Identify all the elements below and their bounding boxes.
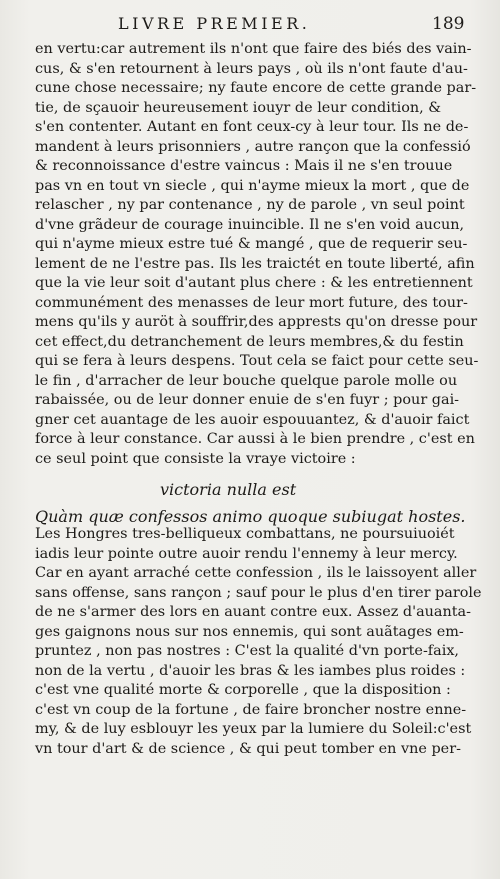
running-head: LIVRE PREMIER.: [118, 14, 311, 33]
text-line: de ne s'armer des lors en auant contre eux. Assez d'auanta-: [35, 604, 471, 620]
text-line: sans offense, sans rançon ; sauf pour le plus d'en tirer parole: [35, 584, 482, 601]
text-line: non de la vertu , d'auoir les bras & les iambes plus roides :: [35, 662, 466, 679]
text-line: ges gaignons nous sur nos ennemis, qui sont auãtages em-: [35, 623, 464, 640]
text-line: mandent à leurs prisonniers , autre rançon que la confessió: [35, 138, 471, 155]
text-line: Car en ayant arraché cette confession , ils le laissoyent aller: [35, 565, 477, 581]
text-line: qui n'ayme mieux estre tué & mangé , que de requerir seu-: [35, 236, 468, 252]
text-line: tie, de sçauoir heureusement iouyr de leur condition, &: [35, 99, 442, 116]
text-line: Les Hongres tres-belliqueux combattans, ne poursuiuoiét: [35, 526, 455, 542]
quotation-line: Quàm quæ confessos animo quoque subiugat hostes.: [35, 507, 466, 526]
text-line: que la vie leur soit d'autant plus chere : & les entretiennent: [35, 275, 473, 291]
text-line: ce seul point que consiste la vraye victoire :: [35, 450, 356, 467]
text-line: pas vn en tout vn siecle , qui n'ayme mieux la mort , que de: [35, 177, 470, 194]
text-line: mens qu'ils y auröt à souffrir,des apprests qu'on dresse pour: [35, 314, 478, 330]
text-line: d'vne grãdeur de courage inuincible. Il ne s'en void aucun,: [35, 216, 465, 233]
text-line: gner cet auantage de les auoir espouuantez, & d'auoir faict: [35, 411, 470, 428]
text-line: qui se fera à leurs despens. Tout cela se faict pour cette seu-: [35, 353, 479, 369]
quotation-line: victoria nulla est: [160, 480, 297, 499]
text-line: lement de ne l'estre pas. Ils les traictét en toute liberté, afin: [35, 255, 475, 272]
text-line: c'est vn coup de la fortune , de faire broncher nostre enne-: [35, 701, 467, 718]
page-header: [0, 14, 500, 38]
text-line: vn tour d'art & de science , & qui peut tomber en vne per-: [35, 740, 461, 757]
text-line: le fin , d'arracher de leur bouche quelque parole molle ou: [35, 372, 458, 389]
text-line: iadis leur pointe outre auoir rendu l'ennemy à leur mercy.: [35, 545, 458, 562]
text-line: force à leur constance. Car aussi à le bien prendre , c'est en: [35, 431, 475, 447]
text-line: relascher , ny par contenance , ny de parole , vn seul point: [35, 197, 465, 213]
page-number: 189: [432, 14, 465, 34]
text-line: & reconnoissance d'estre vaincus : Mais il ne s'en trouue: [35, 158, 453, 174]
text-line: en vertu:car autrement ils n'ont que faire des biés des vain-: [35, 41, 472, 57]
text-line: my, & de luy esblouyr les yeux par la lumiere du Soleil:c'est: [35, 721, 472, 737]
text-line: cus, & s'en retournent à leurs pays , où ils n'ont faute d'au-: [35, 60, 468, 77]
text-line: rabaissée, ou de leur donner enuie de s'en fuyr ; pour gai-: [35, 392, 460, 408]
text-line: communément des menasses de leur mort future, des tour-: [35, 294, 468, 311]
text-line: pruntez , non pas nostres : C'est la qualité d'vn porte-faix,: [35, 643, 460, 659]
text-line: cet effect,du detranchement de leurs membres,& du festin: [35, 333, 464, 350]
text-line: cune chose necessaire; ny faute encore de cette grande par-: [35, 80, 477, 96]
text-line: c'est vne qualité morte & corporelle , que la disposition :: [35, 682, 451, 698]
text-line: s'en contenter. Autant en font ceux-cy à leur tour. Ils ne de-: [35, 119, 469, 135]
